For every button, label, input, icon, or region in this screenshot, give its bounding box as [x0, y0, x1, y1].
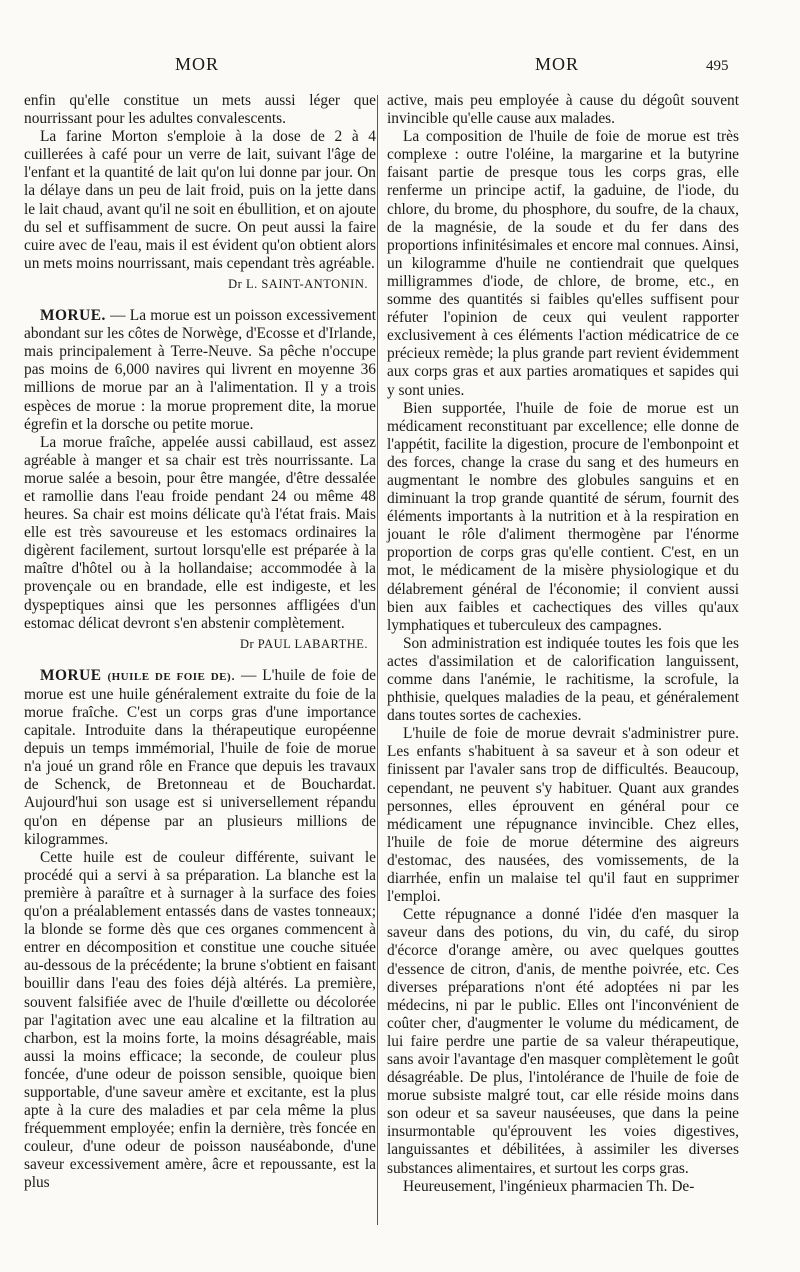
- running-head-right: MOR: [535, 54, 580, 74]
- paragraph: active, mais peu employée à cause du dégoût souvent invincible qu'elle cause aux malades.: [387, 92, 739, 128]
- running-head-left: MOR: [175, 54, 220, 74]
- paragraph: La farine Morton s'emploie à la dose de 2 à 4 cuillerées à café pour un verre de lait, suivant l'âge de l'enfant et la quantité de lait qu'on lui donne par jour. On la délaye dans un peu de lait froid, puis on la jette dans le lait chaud, avant qu'il ne soit en ébullition, et on ajoute du sel et suffisamment de sucre. On peut aussi la faire cuire avec de l'eau, mais il est évident qu'on obtient alors un mets moins nourrissant, mais cependant très agréable.: [24, 128, 376, 272]
- paragraph: La morue fraîche, appelée aussi cabillaud, est assez agréable à manger et sa chair est très nourrissante. La morue salée a besoin, pour être mangée, d'être dessalée et ramollie dans l'eau froide pendant 24 ou même 48 heures. Sa chair est moins délicate qu'à l'état frais. Mais elle est très savoureuse et les estomacs ordinaires la digèrent facilement, surtout lorsqu'elle est préparée à la maître d'hôtel ou à la hollandaise; accommodée à la provençale ou en brandade, elle est indigeste, et les dyspeptiques ainsi que les personnes affligées d'un estomac délicat devront s'en abstenir complètement.: [24, 433, 376, 632]
- right-column: [387, 92, 739, 1196]
- headword-sub: (HUILE DE FOIE DE): [107, 670, 232, 683]
- left-column: [24, 92, 376, 1193]
- paragraph: Heureusement, l'ingénieux pharmacien Th. De-: [403, 1177, 695, 1195]
- paragraph: Cette répugnance a donné l'idée d'en masquer la saveur dans des potions, du vin, du café, du sirop d'écorce d'orange amère, ou avec quelques gouttes d'essence de citron, d'anis, de menthe poivrée, etc. Ces diverses préparations n'ont été adoptées ni par les médecins, ni par le public. Elles ont l'inconvénient de coûter cher, d'augmenter le volume du médicament, de lui faire perdre une partie de sa valeur thérapeutique, sans avoir l'avantage d'en masquer complètement le goût désagréable. De plus, l'intolérance de l'huile de foie de morue subsiste malgré tout, car elle réside moins dans son odeur et sa saveur nauséeuses, que dans la peine insurmontable qu'éprouvent les voies digestives, languissantes et débilitées, à assimiler les diverses substances alimentaires, et surtout les corps gras.: [387, 906, 739, 1177]
- signature: Dr L. SAINT-ANTONIN.: [228, 276, 368, 291]
- paragraph: Cette huile est de couleur différente, suivant le procédé qui a servi à sa préparation. La blanche est la première à paraître et à surnager à la surface des foies qu'on a préalablement entassés dans de vastes tonneaux; la blonde se forme dès que ces organes commencent à entrer en décomposition et constitue une couche située au-dessous de la précédente; la brune s'obtient en faisant bouillir dans l'eau des foies déjà altérés. La première, souvent falsifiée avec de l'huile d'œillette ou décolorée par l'agitation avec une eau alcaline et la filtration au charbon, est la moins forte, la moins désagréable, mais aussi la moins efficace; la seconde, de couleur plus foncée, d'une odeur de poisson sensible, quoique bien supportable, d'une saveur amère et excitante, est la plus apte à la cure des maladies et par cela même la plus fréquemment employée; enfin la dernière, très foncée en couleur, d'une odeur de poisson nauséabonde, d'une saveur excessivement amère, âcre et repoussante, est la plus: [24, 848, 376, 1192]
- column-divider: [377, 95, 378, 1225]
- entry-huile: [24, 667, 376, 849]
- page-number: 495: [706, 58, 729, 74]
- signature: Dr PAUL LABARTHE.: [239, 636, 368, 651]
- paragraph: L'huile de foie de morue devrait s'administrer pure. Les enfants s'habituent à sa saveur et à son odeur et finissent par l'avaler sans trop de difficultés. Beaucoup, cependant, ne peuvent s'y habituer. Quant aux grandes personnes, elles éprouvent en général pour ce médicament une répugnance invincible. Chez elles, l'huile de foie de morue détermine des aigreurs d'estomac, des nausées, des vomissements, de la diarrhée, enfin un malaise tel qu'il faut en supprimer l'emploi.: [387, 725, 739, 906]
- headword: MORUE: [40, 666, 102, 684]
- paragraph: Son administration est indiquée toutes les fois que les actes d'assimilation et de calorification languissent, comme dans l'anémie, le rachitisme, la scrofule, la phthisie, quelques maladies de la peau, et généralement dans toutes sortes de cachexies.: [387, 634, 739, 725]
- paragraph: enfin qu'elle constitue un mets aussi léger que nourrissant pour les adultes convalescents.: [24, 92, 376, 128]
- paragraph: La composition de l'huile de foie de morue est très complexe : outre l'oléine, la margarine et la butyrine faisant partie de presque tous les corps gras, elle renferme un principe actif, la gaduine, de l'iode, du chlore, du brome, du phosphore, du soufre, de la chaux, de la magnésie, de la soude et du fer dans des proportions infinitésimales et encore mal connues. Ainsi, un kilogramme d'huile ne contiendrait que quelques milligrammes d'iode, de chlore, de brome, etc., en somme des quantités si faibles qu'elles suffisent pour réfuter l'opinion de ceux qui veulent rapporter exclusivement à ces éléments l'action médicatrice de ce précieux remède; la plus grande part revient évidemment aux corps gras et aux parties aromatiques et sapides qui y sont unies.: [387, 128, 739, 399]
- entry-morue: [24, 307, 376, 434]
- paragraph: Bien supportée, l'huile de foie de morue est un médicament reconstituant par excellence; elle donne de l'appétit, facilite la digestion, procure de l'embonpoint et des forces, change la crase du sang et des humeurs en augmentant le nombre des globules sanguins et en diminuant la trop grande quantité de sérum, fournit des éléments importants à la nutrition et à la respiration en jouant le rôle d'aliment thermogène par l'énorme proportion de corps gras qu'elle contient. C'est, en un mot, le médicament de la misère physiologique et du délabrement général de l'économie; il convient aussi bien aux faibles et cachectiques des villes qu'aux lymphatiques et tuberculeux des campagnes.: [387, 399, 739, 634]
- entry-text: . — L'huile de foie de morue est une huile généralement extraite du foie de la morue fraîche. C'est un corps gras d'une importance capitale. Introduite dans la thérapeutique européenne depuis un temps immémorial, l'huile de foie de morue n'a joué un grand rôle en France que depuis les travaux de Schenck, de Bretonneau et de Bouchardat. Aujourd'hui son usage est si universellement répandu qu'on en dépense par an plusieurs millions de kilogrammes.: [24, 666, 376, 848]
- entry-text: — La morue est un poisson excessivement abondant sur les côtes de Norwège, d'Ecosse et d'Irlande, mais principalement à Terre-Neuve. Sa pêche n'occupe pas moins de 6,000 navires qui livrent en moyenne 36 millions de morue par an à l'alimentation. Il y a trois espèces de morue : la morue proprement dite, la morue égrefin et la dorsche ou petite morue.: [24, 307, 376, 433]
- headword: MORUE.: [40, 307, 106, 325]
